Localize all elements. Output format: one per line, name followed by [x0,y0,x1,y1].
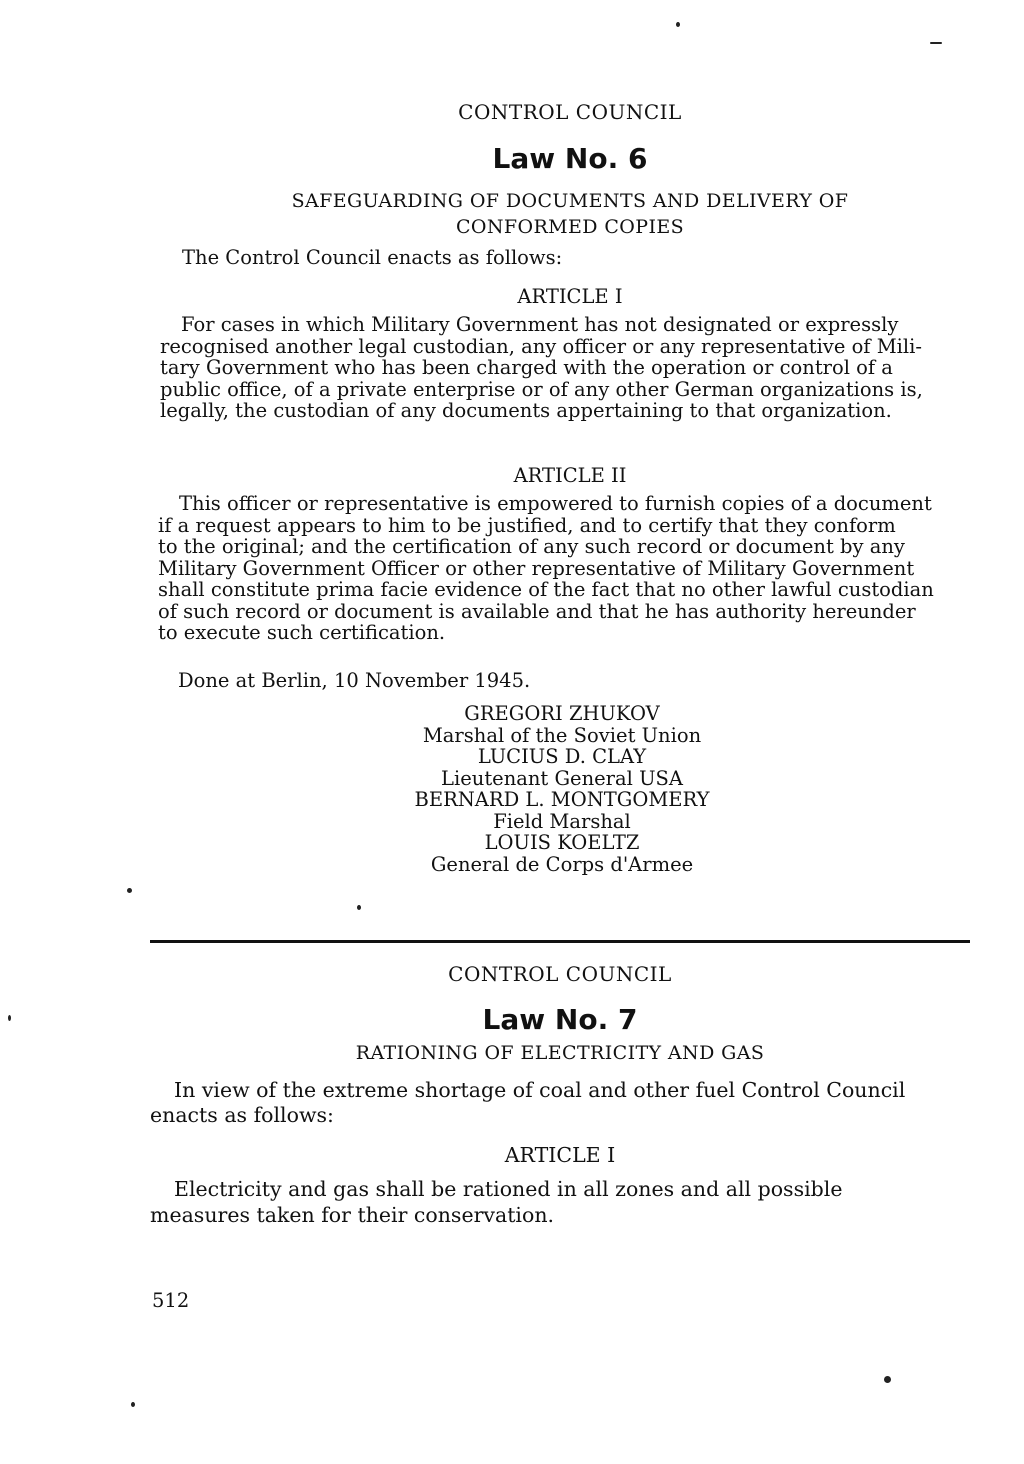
law6-article1-line: recognised another legal custodian, any officer or any representative of Mili- [160,334,922,358]
signatory-title: Lieutenant General USA [441,766,683,790]
law6-subtitle-line1: SAFEGUARDING OF DOCUMENTS AND DELIVERY OF [291,190,849,212]
law6-article2-line: if a request appears to him to be justified, and to certify that they conform [158,513,896,537]
law7-preamble-line: enacts as follows: [150,1103,334,1127]
signatory-name: BERNARD L. MONTGOMERY [414,788,710,811]
law7-article1-body [150,1176,968,1228]
law6-article2-line: shall constitute prima facie evidence of the fact that no other lawful custodian [158,578,934,601]
law6-done-at: Done at Berlin, 10 November 1945. [178,669,531,692]
law6-article2-line: of such record or document is available and that he has authority hereunder [158,599,916,623]
law6-title: Law No. 6 [492,142,648,175]
signatory-name: LUCIUS D. CLAY [477,745,647,768]
scan-speck [930,42,942,44]
signatory-title: Marshal of the Soviet Union [422,723,702,747]
law6-article1-line: legally, the custodian of any documents appertaining to that organization. [160,399,892,422]
scan-speck [676,22,680,27]
scan-speck [8,1015,11,1021]
scan-speck [884,1376,891,1383]
law7-preamble [150,1078,968,1128]
law7-preamble-line: In view of the extreme shortage of coal and other fuel Control Council [174,1078,906,1102]
scan-speck [357,905,361,910]
law6-article1-line: public office, of a private enterprise or of any other German organizations is, [160,377,923,401]
signatory-title: Field Marshal [493,809,631,833]
signatory-title: General de Corps d'Armee [430,852,694,876]
law7-article1-line: measures taken for their conservation. [150,1203,555,1227]
law6-article2-line: This officer or representative is empowered to furnish copies of a document [179,492,932,515]
law6-article2-line: Military Government Officer or other representative of Military Government [158,556,915,580]
scan-speck [131,1402,135,1407]
law6-enactment: The Control Council enacts as follows: [182,246,563,269]
law6-subtitle-line2: CONFORMED COPIES [455,216,685,238]
law7-subtitle: RATIONING OF ELECTRICITY AND GAS [355,1042,765,1064]
law7-article1-heading: ARTICLE I [504,1143,616,1167]
law6-article1-line: tary Government who has been charged with the operation or control of a [160,356,893,379]
law6-article1-line: For cases in which Military Government has not designated or expressly [181,313,899,336]
law6-council-heading: CONTROL COUNCIL [458,100,682,124]
law6-article2-body [158,493,974,644]
page-number: 512 [152,1289,190,1312]
signatory-name: LOUIS KOELTZ [484,831,640,854]
law6-signature-block [362,703,762,875]
law6-article1-body [160,314,976,422]
scan-speck [127,888,132,893]
law7-title: Law No. 7 [482,1003,638,1036]
law6-article2-line: to execute such certification. [158,621,446,644]
signatory-name: GREGORI ZHUKOV [464,702,660,725]
section-divider [150,940,970,943]
law7-article1-line: Electricity and gas shall be rationed in all zones and all possible [174,1177,843,1201]
law6-article1-heading: ARTICLE I [517,285,623,308]
law6-article2-heading: ARTICLE II [513,464,627,487]
law7-council-heading: CONTROL COUNCIL [448,962,672,986]
law6-article2-line: to the original; and the certification of any such record or document by any [158,535,905,558]
